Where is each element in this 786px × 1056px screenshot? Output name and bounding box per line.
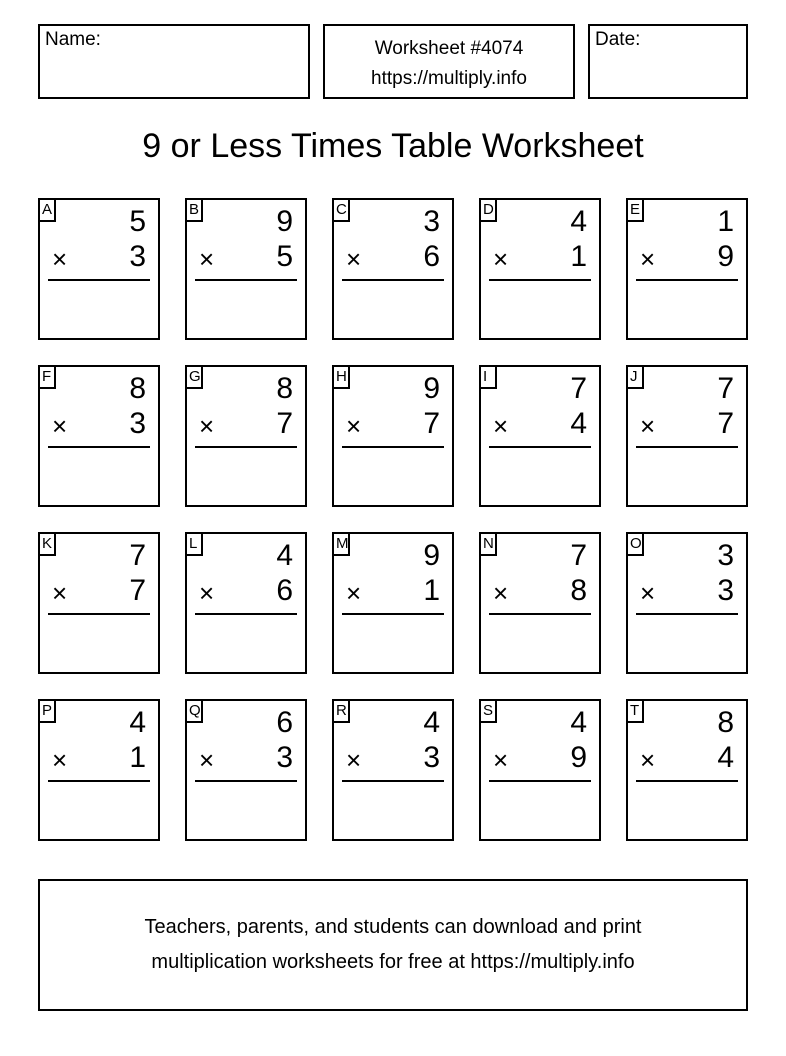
problem-multiplicand: 4 bbox=[129, 706, 146, 739]
problem-letter: G bbox=[185, 365, 203, 389]
problem-grid bbox=[38, 198, 748, 842]
problem-multiplier: 1 bbox=[570, 240, 587, 273]
problem-card[interactable] bbox=[185, 198, 307, 340]
answer-line bbox=[195, 780, 297, 782]
answer-line bbox=[636, 446, 738, 448]
problem-card[interactable] bbox=[626, 532, 748, 674]
answer-line bbox=[48, 279, 150, 281]
problem-letter: E bbox=[626, 198, 644, 222]
problem-multiplicand: 9 bbox=[423, 539, 440, 572]
answer-line bbox=[342, 780, 444, 782]
problem-letter: L bbox=[185, 532, 203, 556]
problem-card[interactable] bbox=[332, 699, 454, 841]
worksheet-info-box bbox=[323, 24, 575, 99]
answer-line bbox=[636, 780, 738, 782]
problem-multiplicand: 4 bbox=[423, 706, 440, 739]
problem-multiplicand: 7 bbox=[129, 539, 146, 572]
problem-card[interactable] bbox=[626, 198, 748, 340]
problem-multiplicand: 7 bbox=[570, 539, 587, 572]
problem-letter: F bbox=[38, 365, 56, 389]
problem-multiplicand: 8 bbox=[129, 372, 146, 405]
problem-multiplier: 5 bbox=[276, 240, 293, 273]
problem-card[interactable] bbox=[185, 532, 307, 674]
problem-multiplier: 8 bbox=[570, 574, 587, 607]
problem-letter: P bbox=[38, 699, 56, 723]
problem-letter: K bbox=[38, 532, 56, 556]
multiply-sign: × bbox=[493, 244, 509, 274]
problem-card[interactable] bbox=[332, 532, 454, 674]
answer-line bbox=[489, 780, 591, 782]
problem-multiplier: 3 bbox=[717, 574, 734, 607]
problem-multiplicand: 8 bbox=[276, 372, 293, 405]
answer-line bbox=[342, 279, 444, 281]
answer-line bbox=[48, 446, 150, 448]
problem-multiplicand: 9 bbox=[423, 372, 440, 405]
problem-multiplicand: 3 bbox=[423, 205, 440, 238]
problem-multiplicand: 1 bbox=[717, 205, 734, 238]
date-field[interactable] bbox=[588, 24, 748, 99]
multiply-sign: × bbox=[52, 745, 68, 775]
multiply-sign: × bbox=[52, 244, 68, 274]
problem-multiplier: 7 bbox=[276, 407, 293, 440]
problem-multiplier: 6 bbox=[423, 240, 440, 273]
answer-line bbox=[342, 613, 444, 615]
multiply-sign: × bbox=[640, 411, 656, 441]
problem-letter: N bbox=[479, 532, 497, 556]
answer-line bbox=[489, 446, 591, 448]
problem-multiplier: 9 bbox=[717, 240, 734, 273]
multiply-sign: × bbox=[52, 411, 68, 441]
footer-line-2: multiplication worksheets for free at https://multiply.info bbox=[151, 951, 635, 973]
multiply-sign: × bbox=[640, 244, 656, 274]
problem-card[interactable] bbox=[626, 365, 748, 507]
problem-multiplicand: 8 bbox=[717, 706, 734, 739]
problem-card[interactable] bbox=[479, 699, 601, 841]
multiply-sign: × bbox=[199, 578, 215, 608]
problem-card[interactable] bbox=[479, 198, 601, 340]
multiply-sign: × bbox=[346, 244, 362, 274]
problem-multiplier: 3 bbox=[129, 407, 146, 440]
problem-multiplicand: 9 bbox=[276, 205, 293, 238]
problem-card[interactable] bbox=[479, 365, 601, 507]
page-title: 9 or Less Times Table Worksheet bbox=[142, 127, 644, 165]
answer-line bbox=[489, 613, 591, 615]
problem-letter: I bbox=[479, 365, 497, 389]
problem-card[interactable] bbox=[479, 532, 601, 674]
multiply-sign: × bbox=[346, 411, 362, 441]
multiply-sign: × bbox=[493, 745, 509, 775]
name-label: Name: bbox=[45, 29, 101, 50]
problem-letter: B bbox=[185, 198, 203, 222]
multiply-sign: × bbox=[493, 411, 509, 441]
problem-multiplier: 9 bbox=[570, 741, 587, 774]
problem-card[interactable] bbox=[185, 699, 307, 841]
multiply-sign: × bbox=[346, 745, 362, 775]
problem-multiplicand: 4 bbox=[276, 539, 293, 572]
problem-multiplier: 3 bbox=[423, 741, 440, 774]
problem-card[interactable] bbox=[38, 532, 160, 674]
problem-multiplier: 7 bbox=[423, 407, 440, 440]
multiply-sign: × bbox=[199, 244, 215, 274]
problem-letter: O bbox=[626, 532, 644, 556]
answer-line bbox=[489, 279, 591, 281]
footer-note bbox=[38, 879, 748, 1011]
problem-card[interactable] bbox=[38, 198, 160, 340]
date-label: Date: bbox=[595, 29, 641, 50]
answer-line bbox=[636, 279, 738, 281]
multiply-sign: × bbox=[493, 578, 509, 608]
problem-multiplier: 7 bbox=[717, 407, 734, 440]
problem-card[interactable] bbox=[38, 365, 160, 507]
problem-multiplier: 3 bbox=[276, 741, 293, 774]
problem-multiplier: 7 bbox=[129, 574, 146, 607]
worksheet-number: Worksheet #4074 bbox=[374, 38, 524, 59]
problem-letter: D bbox=[479, 198, 497, 222]
problem-multiplicand: 7 bbox=[570, 372, 587, 405]
worksheet-url: https://multiply.info bbox=[371, 68, 527, 89]
problem-letter: J bbox=[626, 365, 644, 389]
problem-multiplicand: 7 bbox=[717, 372, 734, 405]
multiply-sign: × bbox=[52, 578, 68, 608]
multiply-sign: × bbox=[346, 578, 362, 608]
problem-card[interactable] bbox=[185, 365, 307, 507]
name-field[interactable] bbox=[38, 24, 310, 99]
problem-multiplier: 3 bbox=[129, 240, 146, 273]
problem-letter: C bbox=[332, 198, 350, 222]
answer-line bbox=[48, 613, 150, 615]
problem-multiplier: 1 bbox=[423, 574, 440, 607]
problem-card[interactable] bbox=[38, 699, 160, 841]
problem-card[interactable] bbox=[626, 699, 748, 841]
problem-letter: M bbox=[332, 532, 350, 556]
problem-card[interactable] bbox=[332, 365, 454, 507]
problem-letter: S bbox=[479, 699, 497, 723]
problem-multiplier: 6 bbox=[276, 574, 293, 607]
problem-letter: A bbox=[38, 198, 56, 222]
footer-line-1: Teachers, parents, and students can download and print bbox=[144, 916, 642, 938]
problem-letter: H bbox=[332, 365, 350, 389]
problem-multiplier: 4 bbox=[717, 741, 734, 774]
problem-card[interactable] bbox=[332, 198, 454, 340]
multiply-sign: × bbox=[199, 745, 215, 775]
multiply-sign: × bbox=[640, 745, 656, 775]
problem-multiplicand: 5 bbox=[129, 205, 146, 238]
problem-multiplicand: 4 bbox=[570, 205, 587, 238]
answer-line bbox=[195, 446, 297, 448]
answer-line bbox=[195, 613, 297, 615]
multiply-sign: × bbox=[640, 578, 656, 608]
problem-letter: R bbox=[332, 699, 350, 723]
problem-multiplicand: 6 bbox=[276, 706, 293, 739]
problem-letter: Q bbox=[185, 699, 203, 723]
answer-line bbox=[48, 780, 150, 782]
problem-multiplicand: 3 bbox=[717, 539, 734, 572]
problem-multiplicand: 4 bbox=[570, 706, 587, 739]
problem-letter: T bbox=[626, 699, 644, 723]
multiply-sign: × bbox=[199, 411, 215, 441]
answer-line bbox=[636, 613, 738, 615]
answer-line bbox=[195, 279, 297, 281]
problem-multiplier: 1 bbox=[129, 741, 146, 774]
problem-multiplier: 4 bbox=[570, 407, 587, 440]
answer-line bbox=[342, 446, 444, 448]
